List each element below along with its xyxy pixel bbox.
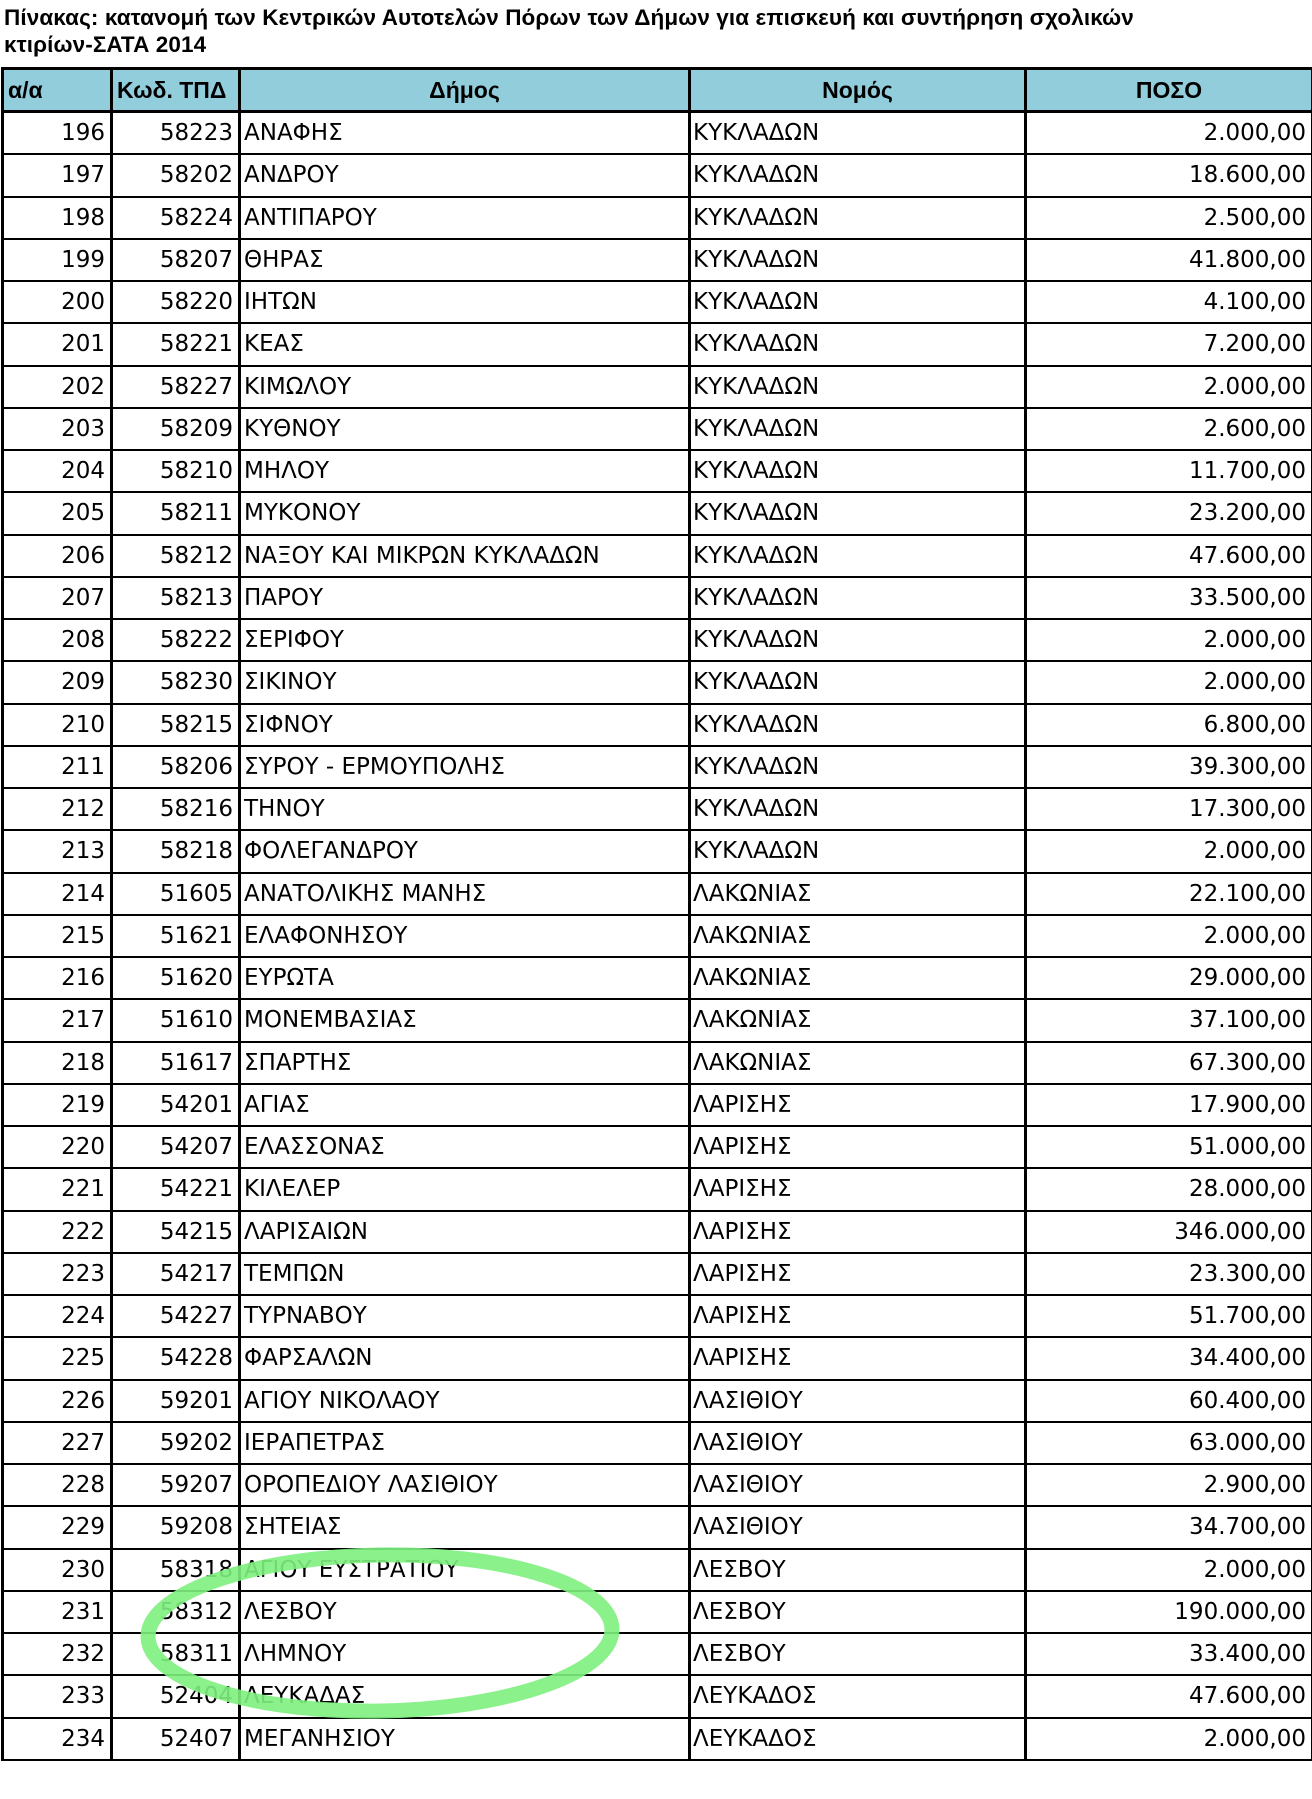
cell-dimos: ΘΗΡΑΣ	[240, 239, 690, 281]
cell-aa: 228	[3, 1464, 112, 1506]
cell-nomos: ΛΑΡΙΣΗΣ	[690, 1084, 1026, 1126]
cell-nomos: ΛΑΚΩΝΙΑΣ	[690, 1042, 1026, 1084]
cell-poso: 17.900,00	[1026, 1084, 1312, 1126]
cell-code: 59208	[112, 1506, 240, 1548]
table-title-line-2: κτιρίων-ΣΑΤΑ 2014	[4, 32, 207, 57]
table-row	[3, 281, 1312, 323]
cell-poso: 29.000,00	[1026, 957, 1312, 999]
cell-aa: 234	[3, 1718, 112, 1760]
cell-dimos: ΕΥΡΩΤΑ	[240, 957, 690, 999]
table-row	[3, 450, 1312, 492]
table-row	[3, 1633, 1312, 1675]
cell-aa: 210	[3, 704, 112, 746]
cell-poso: 28.000,00	[1026, 1168, 1312, 1210]
header-poso: ΠΟΣΟ	[1026, 69, 1312, 112]
cell-aa: 231	[3, 1591, 112, 1633]
table-row	[3, 239, 1312, 281]
cell-aa: 212	[3, 788, 112, 830]
cell-aa: 222	[3, 1211, 112, 1253]
cell-poso: 34.400,00	[1026, 1337, 1312, 1379]
table-row	[3, 577, 1312, 619]
cell-dimos: ΛΕΥΚΑΔΑΣ	[240, 1675, 690, 1717]
cell-nomos: ΛΑΡΙΣΗΣ	[690, 1253, 1026, 1295]
cell-code: 58230	[112, 661, 240, 703]
header-nomos: Νομός	[690, 69, 1026, 112]
cell-code: 54227	[112, 1295, 240, 1337]
cell-aa: 200	[3, 281, 112, 323]
cell-poso: 47.600,00	[1026, 535, 1312, 577]
cell-code: 51621	[112, 915, 240, 957]
cell-nomos: ΚΥΚΛΑΔΩΝ	[690, 746, 1026, 788]
cell-poso: 11.700,00	[1026, 450, 1312, 492]
cell-nomos: ΛΕΣΒΟΥ	[690, 1591, 1026, 1633]
cell-code: 58218	[112, 830, 240, 872]
cell-dimos: ΕΛΑΦΟΝΗΣΟΥ	[240, 915, 690, 957]
cell-dimos: ΕΛΑΣΣΟΝΑΣ	[240, 1126, 690, 1168]
cell-code: 54207	[112, 1126, 240, 1168]
cell-aa: 203	[3, 408, 112, 450]
cell-dimos: ΦΟΛΕΓΑΝΔΡΟΥ	[240, 830, 690, 872]
cell-code: 58215	[112, 704, 240, 746]
cell-dimos: ΑΝΤΙΠΑΡΟΥ	[240, 197, 690, 239]
table-row	[3, 1253, 1312, 1295]
cell-nomos: ΛΑΚΩΝΙΑΣ	[690, 915, 1026, 957]
table-title	[4, 4, 1304, 58]
cell-poso: 2.600,00	[1026, 408, 1312, 450]
cell-dimos: ΑΓΙΟΥ ΝΙΚΟΛΑΟΥ	[240, 1380, 690, 1422]
cell-dimos: ΛΑΡΙΣΑΙΩΝ	[240, 1211, 690, 1253]
cell-code: 58206	[112, 746, 240, 788]
table-row	[3, 746, 1312, 788]
cell-nomos: ΚΥΚΛΑΔΩΝ	[690, 450, 1026, 492]
cell-aa: 229	[3, 1506, 112, 1548]
cell-dimos: ΑΓΙΑΣ	[240, 1084, 690, 1126]
cell-nomos: ΛΑΡΙΣΗΣ	[690, 1337, 1026, 1379]
cell-nomos: ΛΕΣΒΟΥ	[690, 1549, 1026, 1591]
cell-aa: 213	[3, 830, 112, 872]
cell-poso: 67.300,00	[1026, 1042, 1312, 1084]
cell-code: 58207	[112, 239, 240, 281]
cell-dimos: ΠΑΡΟΥ	[240, 577, 690, 619]
cell-code: 58223	[112, 112, 240, 155]
table-row	[3, 1042, 1312, 1084]
cell-aa: 199	[3, 239, 112, 281]
cell-poso: 33.500,00	[1026, 577, 1312, 619]
cell-poso: 41.800,00	[1026, 239, 1312, 281]
cell-dimos: ΚΙΜΩΛΟΥ	[240, 366, 690, 408]
cell-aa: 227	[3, 1422, 112, 1464]
cell-dimos: ΤΗΝΟΥ	[240, 788, 690, 830]
cell-aa: 206	[3, 535, 112, 577]
table-row	[3, 1675, 1312, 1717]
cell-nomos: ΛΑΣΙΘΙΟΥ	[690, 1380, 1026, 1422]
cell-aa: 233	[3, 1675, 112, 1717]
cell-poso: 2.000,00	[1026, 915, 1312, 957]
cell-poso: 2.500,00	[1026, 197, 1312, 239]
cell-code: 59202	[112, 1422, 240, 1464]
cell-code: 54228	[112, 1337, 240, 1379]
cell-nomos: ΚΥΚΛΑΔΩΝ	[690, 788, 1026, 830]
cell-nomos: ΛΑΡΙΣΗΣ	[690, 1168, 1026, 1210]
cell-poso: 33.400,00	[1026, 1633, 1312, 1675]
cell-aa: 208	[3, 619, 112, 661]
cell-code: 58216	[112, 788, 240, 830]
cell-dimos: ΚΕΑΣ	[240, 323, 690, 365]
table-row	[3, 1549, 1312, 1591]
cell-poso: 34.700,00	[1026, 1506, 1312, 1548]
cell-aa: 216	[3, 957, 112, 999]
cell-nomos: ΚΥΚΛΑΔΩΝ	[690, 154, 1026, 196]
cell-code: 54221	[112, 1168, 240, 1210]
cell-dimos: ΣΕΡΙΦΟΥ	[240, 619, 690, 661]
cell-dimos: ΣΠΑΡΤΗΣ	[240, 1042, 690, 1084]
cell-poso: 63.000,00	[1026, 1422, 1312, 1464]
table-row	[3, 366, 1312, 408]
cell-nomos: ΚΥΚΛΑΔΩΝ	[690, 577, 1026, 619]
cell-nomos: ΚΥΚΛΑΔΩΝ	[690, 704, 1026, 746]
cell-dimos: ΦΑΡΣΑΛΩΝ	[240, 1337, 690, 1379]
cell-poso: 2.000,00	[1026, 112, 1312, 155]
cell-code: 58222	[112, 619, 240, 661]
table-body	[3, 112, 1312, 1760]
cell-dimos: ΑΝΑΦΗΣ	[240, 112, 690, 155]
cell-dimos: ΜΗΛΟΥ	[240, 450, 690, 492]
cell-code: 58311	[112, 1633, 240, 1675]
cell-code: 59207	[112, 1464, 240, 1506]
cell-aa: 207	[3, 577, 112, 619]
cell-poso: 22.100,00	[1026, 873, 1312, 915]
cell-dimos: ΜΥΚΟΝΟΥ	[240, 492, 690, 534]
cell-nomos: ΛΑΚΩΝΙΑΣ	[690, 873, 1026, 915]
cell-poso: 17.300,00	[1026, 788, 1312, 830]
cell-nomos: ΛΑΚΩΝΙΑΣ	[690, 999, 1026, 1041]
cell-code: 58209	[112, 408, 240, 450]
header-row	[3, 69, 1312, 112]
cell-code: 54201	[112, 1084, 240, 1126]
cell-nomos: ΚΥΚΛΑΔΩΝ	[690, 830, 1026, 872]
cell-aa: 214	[3, 873, 112, 915]
cell-dimos: ΜΟΝΕΜΒΑΣΙΑΣ	[240, 999, 690, 1041]
cell-code: 51610	[112, 999, 240, 1041]
table-row	[3, 535, 1312, 577]
cell-nomos: ΛΑΡΙΣΗΣ	[690, 1211, 1026, 1253]
cell-poso: 2.000,00	[1026, 661, 1312, 703]
cell-aa: 204	[3, 450, 112, 492]
cell-code: 58202	[112, 154, 240, 196]
cell-poso: 190.000,00	[1026, 1591, 1312, 1633]
table-row	[3, 915, 1312, 957]
header-dimos: Δήμος	[240, 69, 690, 112]
header-aa: α/α	[3, 69, 112, 112]
table-title-line-1: Πίνακας: κατανομή των Κεντρικών Αυτοτελών Πόρων των Δήμων για επισκευή και συντήρηση σχολικών	[4, 5, 1134, 30]
cell-code: 58213	[112, 577, 240, 619]
cell-aa: 211	[3, 746, 112, 788]
table-row	[3, 830, 1312, 872]
cell-code: 58210	[112, 450, 240, 492]
table-row	[3, 999, 1312, 1041]
cell-code: 58318	[112, 1549, 240, 1591]
cell-code: 58312	[112, 1591, 240, 1633]
table-row	[3, 323, 1312, 365]
cell-poso: 2.000,00	[1026, 1549, 1312, 1591]
cell-nomos: ΛΕΣΒΟΥ	[690, 1633, 1026, 1675]
table-row	[3, 154, 1312, 196]
cell-aa: 218	[3, 1042, 112, 1084]
cell-aa: 221	[3, 1168, 112, 1210]
table-header	[3, 69, 1312, 112]
table-row	[3, 1211, 1312, 1253]
cell-dimos: ΤΕΜΠΩΝ	[240, 1253, 690, 1295]
cell-code: 58224	[112, 197, 240, 239]
cell-code: 51605	[112, 873, 240, 915]
cell-nomos: ΚΥΚΛΑΔΩΝ	[690, 323, 1026, 365]
cell-poso: 4.100,00	[1026, 281, 1312, 323]
cell-dimos: ΛΗΜΝΟΥ	[240, 1633, 690, 1675]
cell-aa: 219	[3, 1084, 112, 1126]
cell-dimos: ΤΥΡΝΑΒΟΥ	[240, 1295, 690, 1337]
table-row	[3, 873, 1312, 915]
table-row	[3, 1126, 1312, 1168]
cell-aa: 220	[3, 1126, 112, 1168]
cell-aa: 217	[3, 999, 112, 1041]
cell-dimos: ΜΕΓΑΝΗΣΙΟΥ	[240, 1718, 690, 1760]
cell-poso: 2.000,00	[1026, 1718, 1312, 1760]
cell-dimos: ΑΝΔΡΟΥ	[240, 154, 690, 196]
cell-aa: 230	[3, 1549, 112, 1591]
cell-nomos: ΚΥΚΛΑΔΩΝ	[690, 239, 1026, 281]
table-row	[3, 112, 1312, 155]
table-row	[3, 1168, 1312, 1210]
cell-aa: 202	[3, 366, 112, 408]
cell-aa: 223	[3, 1253, 112, 1295]
cell-nomos: ΛΕΥΚΑΔΟΣ	[690, 1718, 1026, 1760]
cell-aa: 226	[3, 1380, 112, 1422]
cell-dimos: ΛΕΣΒΟΥ	[240, 1591, 690, 1633]
table-row	[3, 957, 1312, 999]
cell-poso: 2.900,00	[1026, 1464, 1312, 1506]
cell-poso: 2.000,00	[1026, 830, 1312, 872]
table-row	[3, 704, 1312, 746]
cell-poso: 2.000,00	[1026, 619, 1312, 661]
cell-code: 52404	[112, 1675, 240, 1717]
cell-dimos: ΣΙΚΙΝΟΥ	[240, 661, 690, 703]
cell-code: 54217	[112, 1253, 240, 1295]
table-row	[3, 1337, 1312, 1379]
cell-dimos: ΣΥΡΟΥ - ΕΡΜΟΥΠΟΛΗΣ	[240, 746, 690, 788]
cell-poso: 51.700,00	[1026, 1295, 1312, 1337]
cell-nomos: ΚΥΚΛΑΔΩΝ	[690, 661, 1026, 703]
cell-nomos: ΚΥΚΛΑΔΩΝ	[690, 366, 1026, 408]
cell-code: 58212	[112, 535, 240, 577]
table-row	[3, 1464, 1312, 1506]
cell-code: 58227	[112, 366, 240, 408]
cell-nomos: ΚΥΚΛΑΔΩΝ	[690, 535, 1026, 577]
cell-poso: 346.000,00	[1026, 1211, 1312, 1253]
cell-nomos: ΛΑΣΙΘΙΟΥ	[690, 1506, 1026, 1548]
cell-nomos: ΚΥΚΛΑΔΩΝ	[690, 281, 1026, 323]
table-row	[3, 1591, 1312, 1633]
cell-poso: 23.200,00	[1026, 492, 1312, 534]
table-row	[3, 492, 1312, 534]
cell-nomos: ΚΥΚΛΑΔΩΝ	[690, 619, 1026, 661]
cell-code: 58211	[112, 492, 240, 534]
cell-dimos: ΚΥΘΝΟΥ	[240, 408, 690, 450]
cell-poso: 23.300,00	[1026, 1253, 1312, 1295]
table-row	[3, 1718, 1312, 1760]
cell-aa: 232	[3, 1633, 112, 1675]
cell-nomos: ΛΑΣΙΘΙΟΥ	[690, 1464, 1026, 1506]
cell-dimos: ΙΕΡΑΠΕΤΡΑΣ	[240, 1422, 690, 1464]
cell-dimos: ΝΑΞΟΥ ΚΑΙ ΜΙΚΡΩΝ ΚΥΚΛΑΔΩΝ	[240, 535, 690, 577]
table-row	[3, 1422, 1312, 1464]
cell-poso: 7.200,00	[1026, 323, 1312, 365]
cell-aa: 225	[3, 1337, 112, 1379]
cell-poso: 37.100,00	[1026, 999, 1312, 1041]
cell-code: 54215	[112, 1211, 240, 1253]
table-row	[3, 619, 1312, 661]
cell-poso: 6.800,00	[1026, 704, 1312, 746]
cell-aa: 201	[3, 323, 112, 365]
allocation-table	[1, 67, 1312, 1761]
cell-code: 59201	[112, 1380, 240, 1422]
cell-aa: 205	[3, 492, 112, 534]
cell-poso: 51.000,00	[1026, 1126, 1312, 1168]
cell-aa: 209	[3, 661, 112, 703]
cell-poso: 39.300,00	[1026, 746, 1312, 788]
cell-aa: 215	[3, 915, 112, 957]
cell-dimos: ΑΝΑΤΟΛΙΚΗΣ ΜΑΝΗΣ	[240, 873, 690, 915]
cell-dimos: ΙΗΤΩΝ	[240, 281, 690, 323]
cell-code: 52407	[112, 1718, 240, 1760]
table-row	[3, 661, 1312, 703]
table-row	[3, 1380, 1312, 1422]
table-row	[3, 408, 1312, 450]
cell-dimos: ΑΓΙΟΥ ΕΥΣΤΡΑΤΙΟΥ	[240, 1549, 690, 1591]
cell-nomos: ΛΑΣΙΘΙΟΥ	[690, 1422, 1026, 1464]
table-row	[3, 1084, 1312, 1126]
cell-code: 51617	[112, 1042, 240, 1084]
cell-aa: 198	[3, 197, 112, 239]
cell-aa: 224	[3, 1295, 112, 1337]
cell-poso: 47.600,00	[1026, 1675, 1312, 1717]
cell-nomos: ΛΑΡΙΣΗΣ	[690, 1295, 1026, 1337]
table-row	[3, 1506, 1312, 1548]
cell-dimos: ΣΗΤΕΙΑΣ	[240, 1506, 690, 1548]
cell-nomos: ΚΥΚΛΑΔΩΝ	[690, 408, 1026, 450]
cell-aa: 196	[3, 112, 112, 155]
cell-code: 58221	[112, 323, 240, 365]
cell-nomos: ΚΥΚΛΑΔΩΝ	[690, 492, 1026, 534]
table-row	[3, 788, 1312, 830]
cell-poso: 60.400,00	[1026, 1380, 1312, 1422]
cell-poso: 18.600,00	[1026, 154, 1312, 196]
cell-aa: 197	[3, 154, 112, 196]
cell-nomos: ΛΑΡΙΣΗΣ	[690, 1126, 1026, 1168]
cell-nomos: ΛΑΚΩΝΙΑΣ	[690, 957, 1026, 999]
cell-poso: 2.000,00	[1026, 366, 1312, 408]
cell-code: 58220	[112, 281, 240, 323]
table-row	[3, 197, 1312, 239]
cell-dimos: ΟΡΟΠΕΔΙΟΥ ΛΑΣΙΘΙΟΥ	[240, 1464, 690, 1506]
cell-dimos: ΚΙΛΕΛΕΡ	[240, 1168, 690, 1210]
cell-dimos: ΣΙΦΝΟΥ	[240, 704, 690, 746]
cell-code: 51620	[112, 957, 240, 999]
cell-nomos: ΚΥΚΛΑΔΩΝ	[690, 112, 1026, 155]
header-code: Κωδ. ΤΠΔ	[112, 69, 240, 112]
table-row	[3, 1295, 1312, 1337]
cell-nomos: ΛΕΥΚΑΔΟΣ	[690, 1675, 1026, 1717]
cell-nomos: ΚΥΚΛΑΔΩΝ	[690, 197, 1026, 239]
